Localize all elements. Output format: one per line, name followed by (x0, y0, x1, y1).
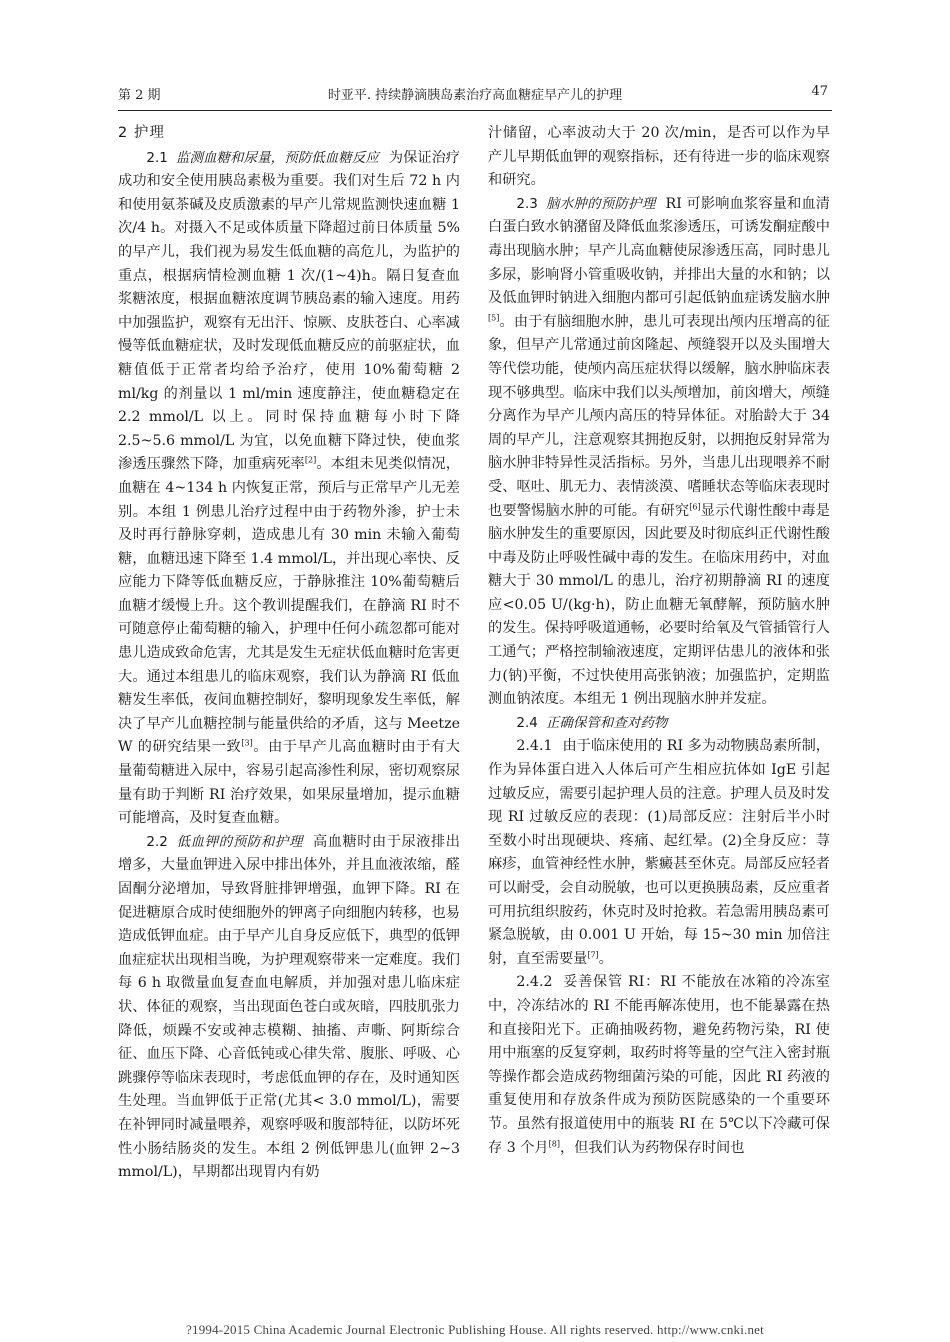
subsection-number: 2.4.1 (516, 738, 553, 755)
subsection-number: 2.3 (516, 195, 538, 212)
header-rule (118, 110, 832, 111)
body-text: 由于临床使用的 RI 多为动物胰岛素所制，作为异体蛋白进入人体后可产生相应抗体如 IgE 引起过敏反应，需要引起护理人员的注意。护理人员及时发现 RI 过敏反应的表现：(1)局部反应：注射后半小时至数小时出现硬块、疼痛、起红晕。(2)全身反应：荨麻疹，血管神经性水肿，紫癜甚至休克。局部反应轻者可以耐受，会自动脱敏，也可以更换胰岛素，反应重者可用抗组织胺药，休克时及时抢救。若急需用胰岛素可紧急脱敏，由 0.001 U 开始，每 15~30 min 加倍注射，直至需要量 (488, 738, 830, 967)
subsection-title: 正确保管和查对药物 (545, 714, 668, 731)
page-number: 47 (811, 84, 828, 99)
subsection-heading-2-4 (516, 715, 667, 731)
body-text: 显示代谢性酸中毒是脑水肿发生的重要原因，因此要及时彻底纠正代谢性酸中毒及防止呼吸性碱中毒的发生。在临床用药中，对血糖大于 30 mmol/L 的患儿，治疗初期静滴 RI 的速度应<0.05 U/(kg·h)，防止血糖无氧酵解，预防脑水肿的发生。保持呼吸道通畅，必要时给氧及气管插管行人工通气；严格控制输液速度，定期评估患儿的液体和张力(钠)平衡，不过快使用高张钠液；加强监护，定期监测血钠浓度。本组无 1 例出现脑水肿并发症。 (488, 502, 830, 708)
body-text: 。 (598, 950, 613, 967)
subsection-number: 2.4 (516, 714, 538, 731)
copyright-footer: ?1994-2015 China Academic Journal Electronic Publishing House. All rights reserved. http://www.cnki.net (186, 1322, 764, 1337)
paragraph-2-4-2 (488, 971, 830, 1160)
paragraph-2-4-1 (488, 735, 830, 971)
body-text: RI 可影响血浆容量和血清白蛋白致水钠潴留及降低血浆渗透压，可诱发酮症酸中毒出现脑水肿；早产儿高血糖使尿渗透压高，同时患儿多尿，影响肾小管重吸收钠，并排出大量的水和钠；以及低血钾时钠进入细胞内都可引起低钠血症诱发脑水肿 (488, 195, 830, 307)
right-column (488, 122, 830, 1160)
subsection-heading-2-1 (146, 150, 379, 166)
paragraph-2-4-heading (488, 712, 830, 736)
body-text: 汁储留，心率波动大于 20 次/min，是否可以作为早产儿早期低血钾的观察指标，还有待进一步的临床观察和研究。 (488, 125, 830, 189)
running-header (118, 84, 832, 108)
paragraph-2-2 (118, 831, 460, 1185)
citation: [3] (241, 738, 253, 748)
body-text: 为保证治疗成功和安全使用胰岛素极为重要。我们对生后 72 h 内和使用氨茶碱及皮质激素的早产儿常规监测快速血糖 1 次/4 h。对摄入不足或体质量下降超过前日体质量 5%的早产儿，我们视为易发生低血糖的高危儿，为监护的重点，根据病情检测血糖 1 次/(1~4)h。隔日复查血浆糖浓度，根据血糖浓度调节胰岛素的输入速度。用药中加强监护，观察有无出汗、惊厥、皮肤苍白、心率减慢等低血糖症状，及时发现低血糖反应的前驱症状，血糖值低于正常者均给予治疗，使用 10%葡萄糖 2 ml/kg 的剂量以 1 ml/min 速度静注，使血糖稳定在 2.2 mmol/L 以上。同时保持血糖每小时下降 2.5~5.6 mmol/L 为宜，以免血糖下降过快，使血浆渗透压骤然下降，加重病死率 (118, 149, 460, 473)
running-title: 时亚平. 持续静滴胰岛素治疗高血糖症早产儿的护理 (327, 88, 623, 103)
citation: [8] (548, 1138, 560, 1148)
paragraph-continued (488, 122, 830, 193)
section-heading: 2 护理 (118, 125, 165, 141)
subsection-heading-2-3 (516, 196, 655, 212)
subsection-number: 2.1 (146, 149, 168, 166)
subsection-title: 低血钾的预防和护理 (175, 833, 304, 850)
subsection-title: 脑水肿的预防护理 (545, 195, 656, 212)
left-column (118, 122, 460, 1185)
citation: [2] (304, 455, 317, 465)
citation: [6] (689, 501, 701, 511)
issue-number: 第 2 期 (118, 88, 161, 103)
body-text: 高血糖时由于尿液排出增多，大量血钾进入尿中排出体外，并且血液浓缩，醛固酮分泌增加，导致肾脏排钾增强，血钾下降。RI 在促进糖原合成时使细胞外的钾离子向细胞内转移，也易造成低钾血症。由于早产儿自身反应低下，典型的低钾血症症状出现相当晚，为护理观察带来一定难度。我们每 6 h 取微量血复查血电解质，并加强对患儿临床症状、体征的观察，当出现面色苍白或灰暗，四肢肌张力降低，烦躁不安或神志模糊、抽搐、声嘶、阿斯综合征、血压下降、心音低钝或心律失常、腹胀、呼吸、心跳骤停等临床表现时，考虑低血钾的存在，及时通知医生处理。当血钾低于正常(尤其< 3.0 mmol/L)，需要在补钾同时减量喂养，观察呼吸和腹部特征，以防坏死性小肠结肠炎的发生。本组 2 例低钾患儿(血钾 2~3 mmol/L)，早期都出现胃内有奶 (118, 833, 460, 1181)
body-text: 。由于早产儿高血糖时由于有大量葡萄糖进入尿中，容易引起高渗性利尿，密切观察尿量有助于判断 RI 治疗效果，如果尿量增加，提示血糖可能增高，及时复查血糖。 (118, 739, 460, 827)
subsection-title: 监测血糖和尿量，预防低血糖反应 (175, 149, 379, 166)
paragraph-2-1 (118, 147, 460, 831)
body-text: 。由于有脑细胞水肿，患儿可表现出颅内压增高的征象，但早产儿常通过前囟隆起、颅缝裂开以及头围增大等代偿功能，使颅内高压症状得以缓解，脑水肿临床表现不够典型。临床中我们以头颅增加，前囟增大，颅缝分离作为早产儿颅内高压的特异体征。对胎龄大于 34 周的早产儿，注意观察其拥抱反射，以拥抱反射异常为脑水肿非特异性灵活指标。另外，当患儿出现喂养不耐受、呕吐、肌无力、表情淡漠、嗜睡状态等临床表现时也要警惕脑水肿的可能。有研究 (488, 313, 830, 519)
subsection-number: 2.2 (146, 833, 168, 850)
body-text: ，但我们认为药物保存时间也 (559, 1139, 745, 1156)
subsection-number: 2.4.2 (516, 974, 553, 991)
body-text: 。本组未见类似情况，血糖在 4~134 h 内恢复正常，预后与正常早产儿无差别。本组 1 例患儿治疗过程中由于药物外渗，护士未及时再行静脉穿刺，造成患儿有 30 min 未输入葡萄糖，血糖迅速下降至 1.4 mmol/L，并出现心率快、反应能力下降等低血糖反应，于静脉推注 10%葡萄糖后血糖才缓慢上升。这个教训提醒我们，在静滴 RI 时不可随意停止葡萄糖的输入，护理中任何小疏忽都可能对患儿造成致命危害，尤其是发生无症状低血糖时危害更大。通过本组患儿的临床观察，我们认为静滴 RI 低血糖发生率低，夜间血糖控制好，黎明现象发生率低，解决了早产儿血糖控制与能量供给的矛盾，这与 Meetze W 的研究结果一致 (118, 456, 460, 756)
subsection-heading-2-2 (146, 834, 303, 850)
citation: [5] (488, 313, 500, 323)
citation: [7] (587, 950, 599, 960)
body-text: 妥善保管 RI：RI 不能放在冰箱的冷冻室中，冷冻结冰的 RI 不能再解冻使用，也不能暴露在热和直接阳光下。正确抽吸药物，避免药物污染，RI 使用中瓶塞的反复穿刺，取药时将等量的空气注入密封瓶等操作都会造成药物细菌污染的可能，因此 RI 药液的重复使用和存放条件成为预防医院感染的一个重要环节。虽然有报道使用中的瓶装 RI 在 5℃以下冷藏可保存 3 个月 (488, 974, 830, 1156)
paragraph-2-3 (488, 193, 830, 712)
